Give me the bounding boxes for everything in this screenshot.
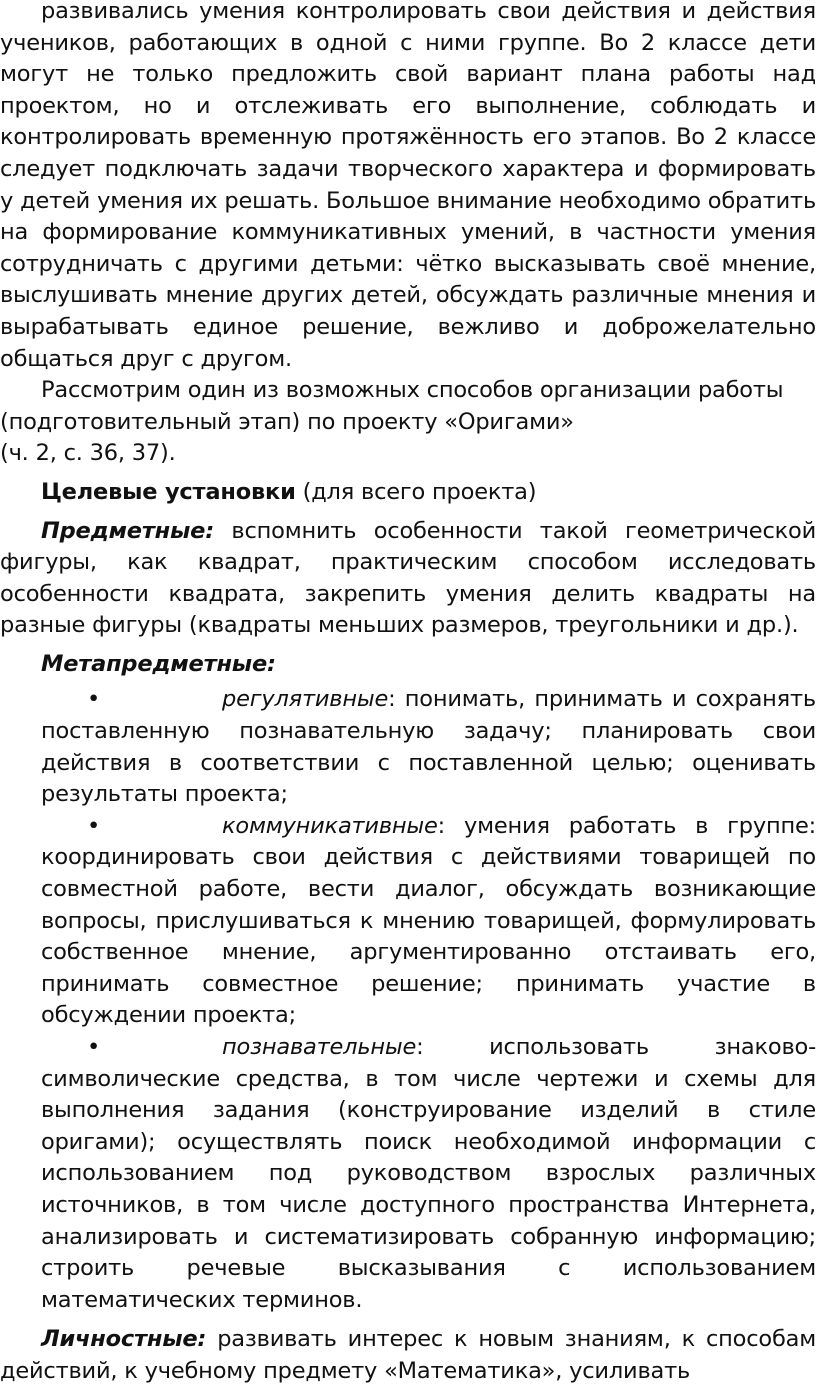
list-item bbox=[41, 684, 816, 810]
list-item bbox=[41, 1032, 816, 1316]
list-item-text: : использовать знаково-символические средства, в том числе чертежи и схемы для выполнения задания (конструирование изделий в стиле оригами); осуществлять поиск необходимой информации с использованием под руководством взрослых различных источников, в том числе доступного пространства Интернета, анализировать и систематизировать собранную информацию; строить речевые высказывания с использованием математических терминов. bbox=[41, 1034, 816, 1313]
bullet-icon: • bbox=[87, 686, 101, 713]
goals-note: (для всего проекта) bbox=[295, 478, 537, 505]
subject-label: Предметные: bbox=[41, 517, 215, 544]
personal-text: развивать интерес к новым знаниям, к способам действий, к учебному предмету «Математика», усиливать bbox=[0, 1326, 816, 1384]
list-item-term: регулятивные bbox=[222, 686, 389, 713]
list-item-term: коммуникативные bbox=[222, 812, 438, 839]
subject-text: вспомнить особенности такой геометрической фигуры, как квадрат, практическим способом исследовать особенности квадрата, закрепить умения делить квадраты на разные фигуры (квадраты меньших размеров, треугольники и др.). bbox=[0, 517, 816, 639]
subject-goals bbox=[0, 516, 816, 642]
meta-list bbox=[41, 684, 816, 1316]
meta-label: Метапредметные: bbox=[41, 650, 276, 677]
list-item-term: познавательные bbox=[222, 1034, 417, 1060]
goals-title: Целевые установки bbox=[41, 478, 296, 505]
project-text: Рассмотрим один из возможных способов организации работы (подготовительный этап) по проекту «Оригами» bbox=[0, 377, 784, 435]
intro-paragraph: развивались умения контролировать свои действия и действия учеников, работающих в одной с ними группе. Во 2 классе дети могут не только предложить свой вариант плана работы над проектом, но и отслеживать его выполнение, соблюдать и контролировать временную протяжённость его этапов. Во 2 классе следует подключать задачи творческого характера и формировать у детей умения их решать. Большое внимание необходимо обратить на формирование коммуникативных умений, в частности умения сотрудничать с другими детьми: чётко высказывать своё мнение, выслушивать мнение других детей, обсуждать различные мнения и вырабатывать единое решение, вежливо и доброжелательно общаться друг с другом. bbox=[0, 0, 816, 372]
bullet-icon: • bbox=[87, 812, 101, 839]
list-item-text: : понимать, принимать и сохранять поставленную познавательную задачу; планировать свои действия в соответствии с поставленной целью; оценивать результаты проекта; bbox=[41, 686, 816, 808]
list-item-text: : умения работать в группе: координировать свои действия с действиями товарищей по совместной работе, вести диалог, обсуждать возникающие вопросы, прислушиваться к мнению товарищей, формулировать собственное мнение, аргументированно отстаивать его, принимать совместное решение; принимать участие в обсуждении проекта; bbox=[41, 812, 816, 1029]
goals-heading bbox=[0, 477, 816, 509]
project-paragraph bbox=[0, 375, 816, 470]
personal-label: Личностные: bbox=[41, 1326, 207, 1353]
bullet-icon: • bbox=[87, 1034, 101, 1060]
list-item bbox=[41, 811, 816, 1032]
meta-heading bbox=[0, 649, 816, 681]
project-reference: (ч. 2, с. 36, 37). bbox=[0, 440, 176, 467]
personal-goals bbox=[0, 1324, 816, 1387]
